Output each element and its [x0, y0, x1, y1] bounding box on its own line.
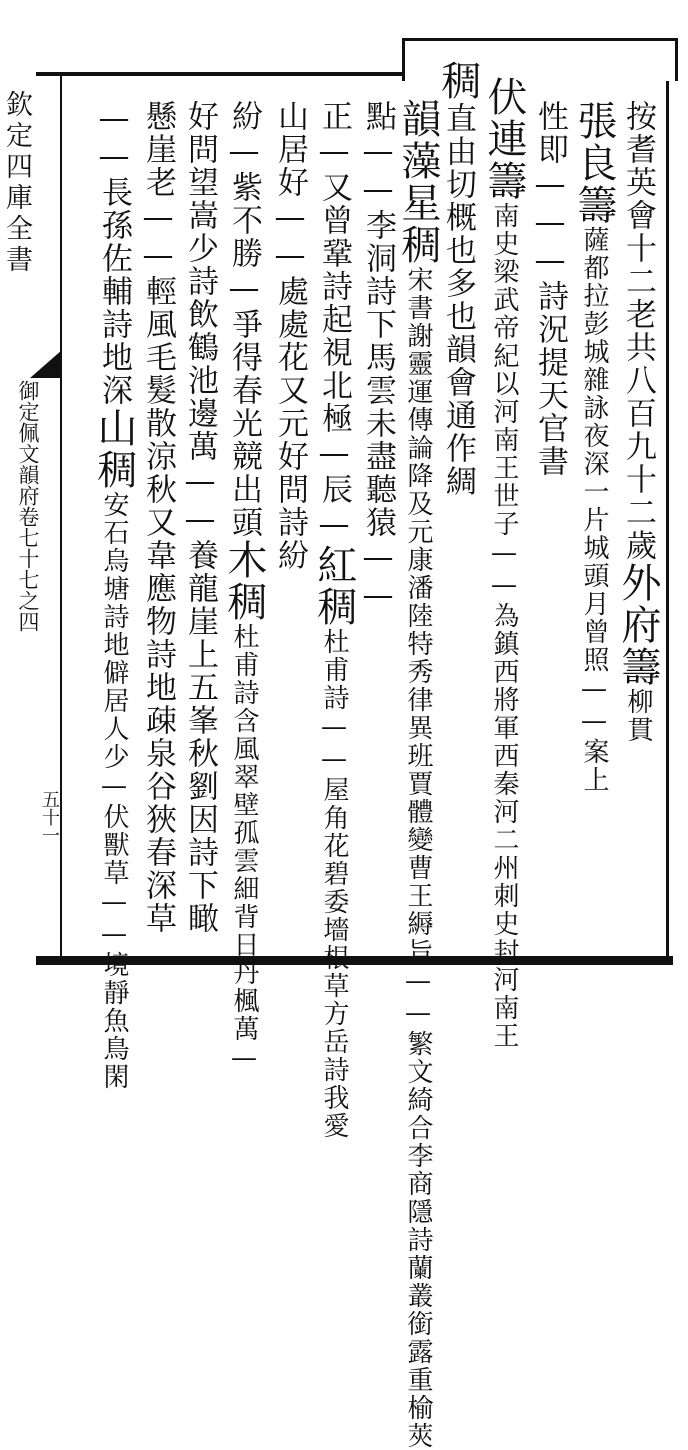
column-entry: 張良籌	[571, 100, 617, 226]
column-text: 按耆英會十二老共八百九十二歲	[620, 100, 656, 562]
page-number: 五十一	[39, 790, 60, 844]
column-note: 南史梁武帝紀以河南王世子——為鎮西將軍西秦河二州刺史封河南王	[489, 202, 519, 1050]
column-text: 山居好——處處花又元好問詩紛	[272, 100, 308, 572]
margin-book-title: 欽定四庫全書	[1, 90, 32, 276]
column-note: 杜甫詩——屋角花碧委墻根草方岳詩我愛	[319, 628, 349, 1140]
text-column-1	[616, 100, 660, 744]
column-entry: 外府籌	[615, 562, 661, 688]
column-note: 安石烏塘詩地僻居人少—伏獸草——境靜魚鳥閑	[99, 491, 129, 1091]
column-entry: 木稠	[221, 539, 267, 623]
text-column-8	[312, 100, 356, 1140]
heading-column	[436, 60, 480, 498]
column-note: 柳貫	[623, 688, 653, 744]
text-column-2	[572, 100, 616, 794]
text-column-12	[136, 100, 180, 935]
column-text: ——長孫佐輔詩地深	[96, 100, 132, 407]
text-column-11	[178, 100, 222, 935]
column-text: 性即———詩況提天官書	[532, 100, 568, 478]
column-entry: 伏連籌	[481, 76, 527, 202]
column-note: 薩都拉彭城雜詠夜深一片城頭月曾照——案上	[579, 226, 609, 794]
text-column-9	[268, 100, 312, 572]
heading-gloss: 直由切概也多也韻會通作綢	[440, 102, 476, 498]
column-entry: 山稠	[91, 407, 137, 491]
margin-collection: 御定佩文韻府	[16, 380, 40, 506]
column-text: 紛—紫不勝—爭得春光競出頭	[226, 100, 262, 539]
margin-collection-volume	[0, 380, 38, 632]
text-column-3	[528, 100, 572, 478]
right-rule	[666, 72, 669, 957]
margin-fishtail-mark	[30, 350, 62, 378]
column-text: 懸崖老——輕風毛髮散涼秋又韋應物詩地疎泉谷狹春深草	[140, 100, 176, 935]
section-title: 韻藻	[395, 98, 441, 182]
text-column-4	[482, 76, 526, 1050]
text-column-13	[92, 100, 136, 1091]
margin-volume: 卷七十七之四	[16, 506, 40, 632]
column-entry: 星稠	[395, 182, 441, 266]
column-text: 點——李洞詩下馬雲未盡聽猿——	[360, 100, 396, 615]
text-column-7	[356, 100, 400, 615]
column-text: 好問望嵩少詩飲鶴池邊萬——養龍崖上五峯秋劉因詩下瞰	[182, 100, 218, 935]
heading-character: 稠	[435, 60, 481, 102]
column-text: 正—又曾鞏詩起視北極—辰—	[316, 100, 352, 544]
column-note: 宋書謝靈運傳論降及元康潘陸特秀律異班賈體變曹王縟旨——繁文綺合李商隱詩蘭叢銜露重榆莢	[403, 266, 433, 1450]
column-note: 杜甫詩含風翠壁孤雲細背日丹楓萬—	[229, 623, 259, 1075]
text-column-6	[396, 98, 440, 1450]
column-entry: 紅稠	[311, 544, 357, 628]
text-column-10	[222, 100, 266, 1075]
